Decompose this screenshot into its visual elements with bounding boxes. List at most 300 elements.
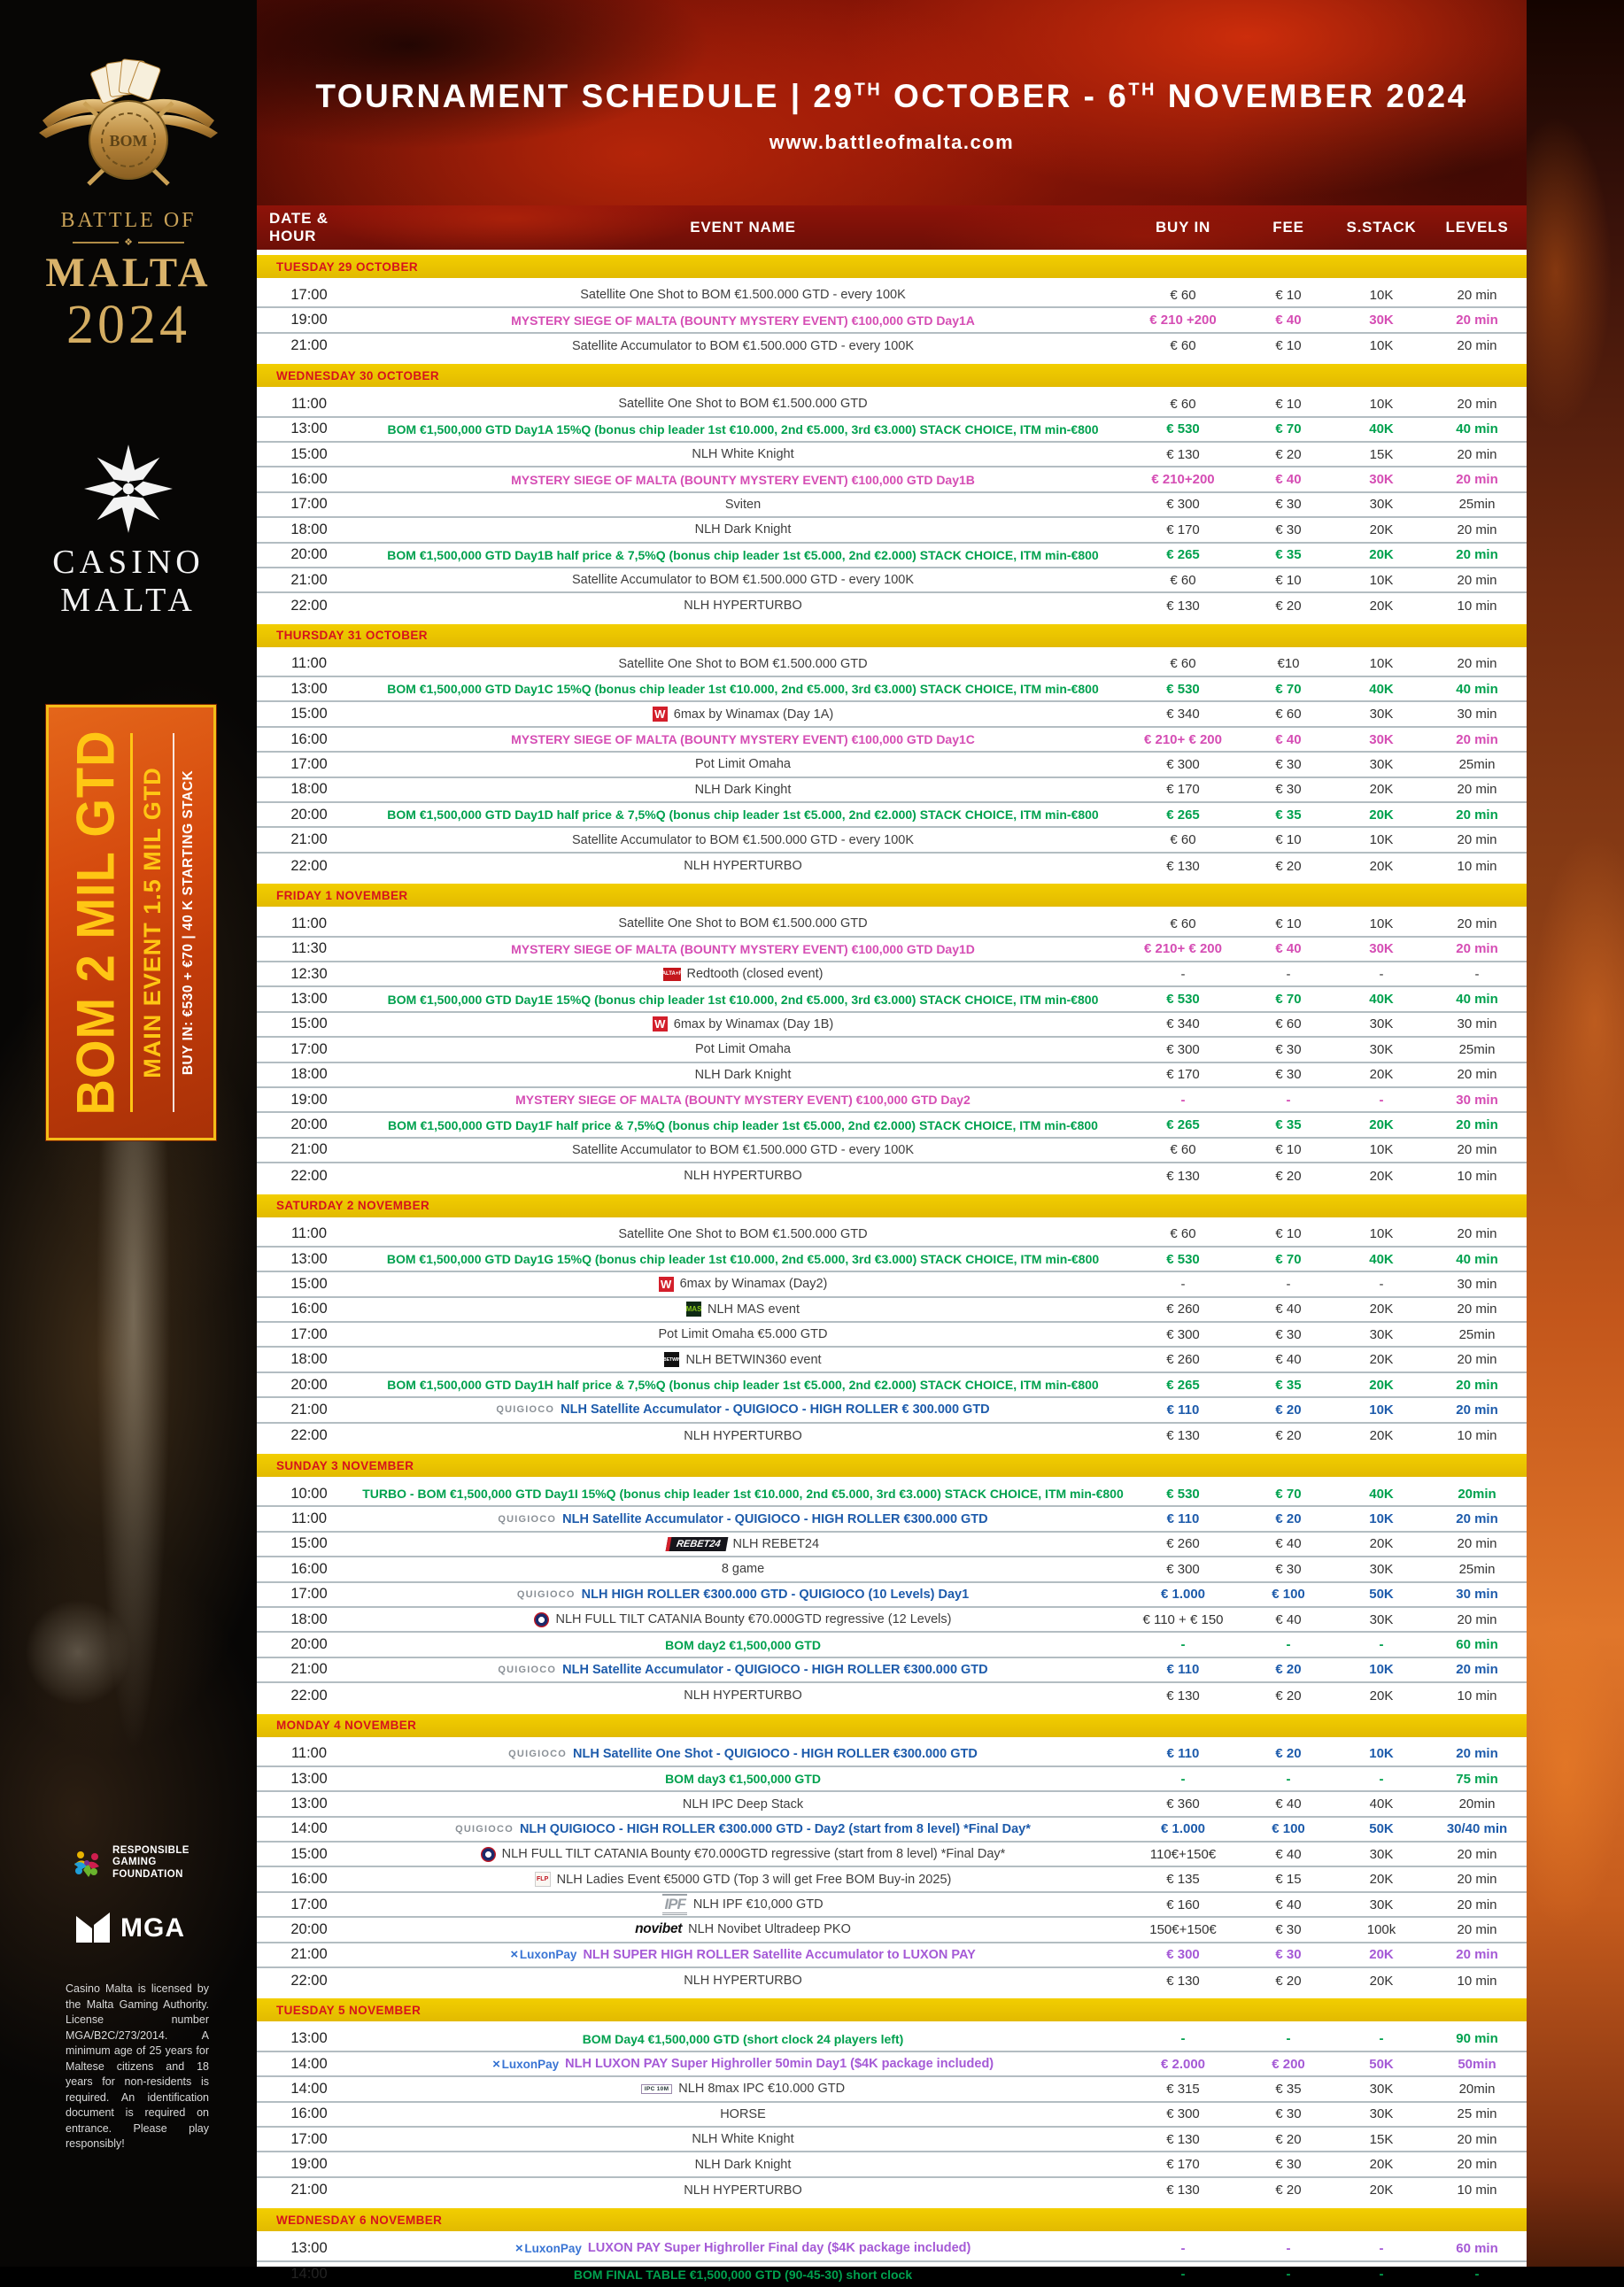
row-levels: 20 min [1457, 338, 1497, 354]
row-fee: € 30 [1275, 1921, 1302, 1937]
row-stack: 20K [1369, 1377, 1394, 1393]
row-buyin: € 110 [1166, 1746, 1200, 1762]
row-time: 21:00 [290, 337, 328, 354]
row-levels: - [1474, 2267, 1480, 2283]
event-name: NLH Novibet Ultradeep PKO [688, 1922, 851, 1937]
table-row [257, 1742, 1527, 1767]
row-levels: 30 min [1456, 1092, 1498, 1108]
row-stack: 50K [1369, 1821, 1394, 1837]
row-time: 18:00 [290, 1066, 328, 1083]
rgf-line1: RESPONSIBLE [112, 1845, 189, 1857]
row-fee: - [1286, 1771, 1291, 1787]
row-buyin: € 170 [1166, 2157, 1200, 2173]
mga-authority [73, 1911, 185, 1946]
row-stack: - [1379, 2031, 1384, 2047]
row-buyin: € 135 [1166, 1872, 1200, 1888]
luxonpay-logo: × LuxonPay [515, 2241, 582, 2256]
row-levels: 10 min [1457, 858, 1497, 874]
row-event [361, 1143, 1125, 1157]
row-stack: 20K [1369, 598, 1394, 614]
row-levels: 20 min [1457, 1921, 1497, 1937]
row-levels: 20min [1458, 1486, 1496, 1502]
section-rows [257, 1482, 1527, 1709]
row-buyin: € 130 [1166, 858, 1200, 874]
row-buyin: - [1180, 2031, 1186, 2047]
row-buyin: € 265 [1166, 1117, 1200, 1133]
casino-line1: CASINO [52, 544, 205, 581]
row-event [361, 2132, 1125, 2146]
row-event [361, 1638, 1125, 1652]
row-buyin: € 130 [1166, 1973, 1200, 1989]
row-time: 20:00 [290, 1920, 328, 1937]
row-event [361, 2183, 1125, 2198]
row-stack: 30K [1369, 756, 1394, 772]
table-row [257, 1424, 1527, 1449]
row-event [361, 1068, 1125, 1082]
event-name: Satellite One Shot to BOM €1.500.000 GTD [618, 656, 868, 671]
row-time: 19:00 [290, 2156, 328, 2173]
row-levels: 20 min [1457, 832, 1497, 848]
table-row [257, 1013, 1527, 1038]
row-buyin: € 210+200 [1151, 472, 1215, 488]
row-fee: € 70 [1275, 421, 1302, 437]
fire-strip-decoration [1527, 0, 1624, 2267]
row-event [361, 1169, 1125, 1183]
row-fee: - [1286, 966, 1291, 982]
row-buyin: € 1.000 [1160, 1821, 1206, 1837]
row-fee: € 35 [1275, 547, 1302, 563]
row-buyin: € 110 [1166, 1511, 1200, 1527]
table-row [257, 1893, 1527, 1918]
table-row [257, 308, 1527, 333]
event-name: NLH HYPERTURBO [684, 1169, 802, 1184]
row-levels: 20 min [1457, 656, 1497, 672]
row-time: 13:00 [290, 421, 328, 437]
row-stack: 100k [1366, 1921, 1396, 1937]
section-rows [257, 912, 1527, 1188]
row-time: 20:00 [290, 1376, 328, 1393]
section-rows [257, 653, 1527, 879]
row-stack: 20K [1369, 1067, 1394, 1083]
table-row [257, 1608, 1527, 1633]
row-time: 12:30 [290, 965, 328, 982]
row-stack: 10K [1369, 396, 1394, 412]
column-header [257, 205, 1527, 250]
row-levels: 10 min [1457, 1688, 1497, 1704]
row-buyin: € 170 [1166, 1067, 1200, 1083]
row-stack: 20K [1369, 1872, 1394, 1888]
row-levels: 40 min [1456, 681, 1498, 697]
event-name: 6max by Winamax (Day 1A) [673, 707, 834, 722]
row-stack: 20K [1369, 1428, 1394, 1444]
luxonpay-logo: × LuxonPay [510, 1947, 576, 1962]
row-time: 21:00 [290, 1141, 328, 1158]
row-time: 16:00 [290, 471, 328, 488]
event-name: BOM day3 €1,500,000 GTD [665, 1772, 821, 1787]
table-row [257, 1298, 1527, 1323]
row-levels: 20 min [1457, 1067, 1497, 1083]
section-rows [257, 1223, 1527, 1449]
table-row [257, 938, 1527, 962]
col-buy-in: BUY IN [1155, 219, 1211, 236]
row-stack: 10K [1369, 1226, 1394, 1242]
event-name: Satellite One Shot to BOM €1.500.000 GTD [618, 1226, 868, 1241]
main-event-banner [46, 705, 216, 1140]
row-event [361, 1118, 1125, 1132]
table-row [257, 2262, 1527, 2287]
row-fee: € 20 [1275, 598, 1302, 614]
event-name: NLH HYPERTURBO [684, 1688, 802, 1704]
row-levels: 20 min [1457, 396, 1497, 412]
row-fee: € 30 [1275, 1326, 1302, 1342]
row-event [361, 807, 1125, 822]
table-row [257, 1943, 1527, 1968]
novibet-logo: novibet [635, 1921, 683, 1937]
event-name: Satellite Accumulator to BOM €1.500.000 GTD - every 100K [571, 832, 915, 847]
row-levels: 20 min [1457, 446, 1497, 462]
row-buyin: € 170 [1166, 782, 1200, 798]
sword-hilt-decoration [25, 1599, 131, 1705]
event-name: Pot Limit Omaha [695, 1042, 791, 1057]
quigioco-logo: QUIGIOCO [498, 1664, 557, 1675]
section-rows [257, 2027, 1527, 2203]
row-fee: € 10 [1275, 572, 1302, 588]
event-name: TURBO - BOM €1,500,000 GTD Day1I 15%Q (bonus chip leader 1st €10.000, 2nd €5.000, 3rd €3.000) STACK CHOICE, ITM min-€800 [362, 1487, 1124, 1502]
row-event [361, 2057, 1125, 2072]
row-fee: € 30 [1275, 756, 1302, 772]
row-levels: 20 min [1457, 782, 1497, 798]
row-time: 17:00 [290, 2130, 328, 2147]
row-event [361, 783, 1125, 797]
banner-headline: BOM 2 MIL GTD [64, 730, 126, 1116]
row-time: 11:00 [290, 395, 328, 412]
row-event [361, 422, 1125, 437]
event-name: BOM €1,500,000 GTD Day1E 15%Q (bonus chip leader 1st €10.000, 2nd €5.000, 3rd €3.000) STACK CHOICE, ITM min-€800 [387, 992, 1099, 1007]
row-stack: 10K [1369, 1402, 1394, 1418]
row-stack: 20K [1369, 782, 1394, 798]
event-name: BOM €1,500,000 GTD Day1D half price & 7,5%Q (bonus chip leader 1st €5.000, 2nd €2.000) STACK CHOICE, ITM min-€800 [387, 807, 1099, 823]
row-event [361, 1487, 1125, 1501]
row-levels: 20 min [1457, 1611, 1497, 1627]
row-event [361, 1016, 1125, 1031]
row-buyin: € 530 [1166, 421, 1200, 437]
row-time: 11:00 [290, 1225, 328, 1242]
row-event [361, 1302, 1125, 1317]
row-fee: € 100 [1272, 1821, 1305, 1837]
row-fee: € 35 [1275, 807, 1302, 823]
row-fee: € 30 [1275, 522, 1302, 537]
schedule-section [257, 884, 1527, 1188]
row-event [361, 447, 1125, 461]
row-event [361, 2082, 1125, 2096]
row-time: 17:00 [290, 496, 328, 513]
table-row [257, 1063, 1527, 1088]
event-name: NLH HYPERTURBO [684, 1974, 802, 1989]
row-time: 13:00 [290, 680, 328, 697]
brand-malta: MALTA [45, 250, 212, 296]
row-levels: 25min [1458, 1326, 1496, 1342]
table-row [257, 1373, 1527, 1398]
row-fee: € 20 [1275, 1511, 1302, 1527]
row-event [361, 2032, 1125, 2046]
row-time: 15:00 [290, 445, 328, 462]
row-fee: € 30 [1275, 1561, 1302, 1577]
row-buyin: € 265 [1166, 807, 1200, 823]
table-row [257, 2052, 1527, 2077]
table-row [257, 653, 1527, 677]
row-event [361, 1872, 1125, 1887]
table-row [257, 283, 1527, 308]
event-name: NLH Dark Knight [694, 522, 792, 537]
event-name: Satellite One Shot to BOM €1.500.000 GTD [618, 397, 868, 412]
row-time: 22:00 [290, 1972, 328, 1989]
row-stack: 15K [1369, 446, 1394, 462]
row-time: 22:00 [290, 597, 328, 614]
row-fee: € 30 [1275, 782, 1302, 798]
event-name: NLH Dark Kinght [694, 782, 792, 797]
table-row [257, 467, 1527, 492]
row-event [361, 1429, 1125, 1443]
table-row [257, 334, 1527, 359]
row-levels: 60 min [1456, 1637, 1498, 1653]
row-time: 16:00 [290, 1871, 328, 1888]
mga-logo-icon [73, 1911, 113, 1946]
row-levels: 20 min [1456, 731, 1498, 747]
row-buyin: 150€+150€ [1149, 1921, 1217, 1937]
row-stack: 20K [1369, 2183, 1394, 2198]
table-row [257, 753, 1527, 777]
row-event [361, 1277, 1125, 1292]
luxonpay-logo: × LuxonPay [492, 2057, 559, 2072]
row-buyin: € 130 [1166, 446, 1200, 462]
row-time: 21:00 [290, 1401, 328, 1418]
row-buyin: € 260 [1166, 1302, 1200, 1317]
betwin360-logo: BETWIN [664, 1352, 679, 1367]
row-fee: €10 [1277, 656, 1300, 672]
row-buyin: - [1180, 2267, 1186, 2283]
row-event [361, 599, 1125, 613]
row-stack: 30K [1369, 1016, 1394, 1032]
table-row [257, 1583, 1527, 1608]
row-event [361, 967, 1125, 981]
row-stack: - [1379, 966, 1384, 982]
row-time: 15:00 [290, 1275, 328, 1292]
row-fee: € 30 [1275, 2106, 1302, 2122]
event-name: 6max by Winamax (Day 1B) [673, 1016, 834, 1031]
row-stack: 40K [1369, 681, 1394, 697]
row-stack: - [1379, 1771, 1384, 1787]
row-fee: € 10 [1275, 1226, 1302, 1242]
row-time: 18:00 [290, 781, 328, 798]
row-levels: 40 min [1456, 1251, 1498, 1267]
row-time: 13:00 [290, 1796, 328, 1812]
row-event [361, 1797, 1125, 1812]
row-stack: 40K [1369, 421, 1394, 437]
row-event [361, 1093, 1125, 1107]
banner-divider-2 [173, 733, 174, 1112]
event-name: NLH QUIGIOCO - HIGH ROLLER €300.000 GTD - Day2 (start from 8 level) *Final Day* [519, 1821, 1031, 1836]
row-buyin: € 530 [1166, 992, 1200, 1008]
table-row [257, 1163, 1527, 1188]
table-row [257, 1683, 1527, 1708]
mga-label: MGA [120, 1913, 185, 1943]
event-name: NLH SUPER HIGH ROLLER Satellite Accumulator to LUXON PAY [583, 1947, 976, 1962]
date-section-header: FRIDAY 1 NOVEMBER [257, 884, 1527, 907]
row-fee: € 40 [1275, 1796, 1302, 1812]
page-title: TOURNAMENT SCHEDULE | 29TH OCTOBER - 6TH NOVEMBER 2024 [315, 78, 1468, 114]
row-fee: € 20 [1275, 1662, 1302, 1678]
row-time: 21:00 [290, 2182, 328, 2198]
row-event [361, 1327, 1125, 1341]
row-event [361, 757, 1125, 771]
table-row [257, 803, 1527, 828]
row-fee: € 30 [1275, 1947, 1302, 1963]
event-name: MYSTERY SIEGE OF MALTA (BOUNTY MYSTERY EVENT) €100,000 GTD Day1A [511, 313, 975, 328]
row-time: 13:00 [290, 1770, 328, 1787]
row-time: 11:00 [290, 655, 328, 672]
date-section-header: TUESDAY 5 NOVEMBER [257, 1998, 1527, 2021]
row-levels: 30 min [1457, 707, 1497, 722]
row-buyin: € 300 [1166, 1326, 1200, 1342]
row-time: 22:00 [290, 857, 328, 874]
row-event [361, 732, 1125, 746]
quigioco-logo: QUIGIOCO [516, 1588, 576, 1600]
row-buyin: € 210+ € 200 [1143, 941, 1222, 957]
row-fee: € 20 [1275, 1746, 1302, 1762]
row-time: 19:00 [290, 1091, 328, 1108]
event-name: MYSTERY SIEGE OF MALTA (BOUNTY MYSTERY EVENT) €100,000 GTD Day1C [511, 732, 975, 747]
row-fee: € 40 [1275, 472, 1302, 488]
row-levels: 40 min [1456, 421, 1498, 437]
table-row [257, 1918, 1527, 1943]
row-fee: € 200 [1272, 2056, 1305, 2072]
table-row [257, 1557, 1527, 1582]
table-row [257, 854, 1527, 878]
date-section-header: TUESDAY 29 OCTOBER [257, 255, 1527, 278]
row-buyin: € 1.000 [1160, 1587, 1206, 1603]
table-row [257, 2103, 1527, 2128]
row-buyin: € 110 [1166, 1662, 1200, 1678]
row-event [361, 1512, 1125, 1526]
row-levels: 30 min [1457, 1016, 1497, 1032]
row-fee: € 30 [1275, 1067, 1302, 1083]
row-event [361, 1974, 1125, 1988]
row-time: 14:00 [290, 2266, 328, 2283]
row-buyin: € 60 [1170, 656, 1196, 672]
event-name: MYSTERY SIEGE OF MALTA (BOUNTY MYSTERY EVENT) €100,000 GTD Day2 [515, 1093, 971, 1108]
row-buyin: € 260 [1166, 1352, 1200, 1368]
row-levels: 20 min [1456, 1662, 1498, 1678]
row-levels: 20 min [1456, 1402, 1498, 1418]
row-levels: 75 min [1456, 1771, 1498, 1787]
row-time: 16:00 [290, 1301, 328, 1317]
table-row [257, 443, 1527, 467]
row-levels: 10 min [1457, 598, 1497, 614]
fulltilt-logo [534, 1612, 549, 1627]
event-name: NLH REBET24 [732, 1536, 820, 1551]
event-name: Pot Limit Omaha [695, 757, 791, 772]
event-name: NLH White Knight [692, 2132, 794, 2147]
event-name: BOM €1,500,000 GTD Day1A 15%Q (bonus chip leader 1st €10.000, 2nd €5.000, 3rd €3.000) STACK CHOICE, ITM min-€800 [387, 421, 1099, 437]
row-levels: 20 min [1456, 1746, 1498, 1762]
table-row [257, 1818, 1527, 1843]
row-stack: 40K [1369, 1486, 1394, 1502]
row-buyin: € 60 [1170, 572, 1196, 588]
row-time: 15:00 [290, 1535, 328, 1552]
row-time: 17:00 [290, 1325, 328, 1342]
row-stack: - [1379, 2240, 1384, 2256]
row-fee: € 40 [1275, 1897, 1302, 1912]
row-buyin: € 60 [1170, 1226, 1196, 1242]
row-stack: 30K [1369, 731, 1394, 747]
row-buyin: - [1180, 1771, 1186, 1787]
event-name: NLH White Knight [692, 447, 794, 462]
row-time: 17:00 [290, 286, 328, 303]
date-section-header: WEDNESDAY 30 OCTOBER [257, 364, 1527, 387]
row-levels: 25 min [1457, 2106, 1497, 2122]
row-stack: 30K [1369, 1326, 1394, 1342]
row-fee: € 20 [1275, 1428, 1302, 1444]
event-name: NLH HIGH ROLLER €300.000 GTD - QUIGIOCO (10 Levels) Day1 [581, 1587, 970, 1602]
row-levels: - [1474, 966, 1480, 982]
row-event [361, 707, 1125, 722]
row-fee: € 20 [1275, 858, 1302, 874]
col-event-name: EVENT NAME [690, 219, 796, 236]
row-buyin: € 300 [1166, 756, 1200, 772]
table-row [257, 544, 1527, 568]
table-row [257, 828, 1527, 853]
row-time: 13:00 [290, 2030, 328, 2047]
row-time: 17:00 [290, 755, 328, 772]
banner-buyin-details: BUY IN: €530 + €70 | 40 K STARTING STACK [180, 769, 196, 1076]
row-time: 15:00 [290, 1845, 328, 1862]
col-date-hour: DATE & HOUR [269, 210, 329, 244]
row-stack: 30K [1369, 1041, 1394, 1057]
row-time: 22:00 [290, 1427, 328, 1444]
row-fee: € 70 [1275, 1486, 1302, 1502]
row-buyin: € 130 [1166, 1428, 1200, 1444]
event-name: NLH Satellite Accumulator - QUIGIOCO - HIGH ROLLER € 300.000 GTD [561, 1402, 990, 1418]
row-event [361, 339, 1125, 353]
sidebar [0, 0, 257, 2267]
row-stack: 30K [1369, 1611, 1394, 1627]
row-fee: € 20 [1275, 1402, 1302, 1418]
table-row [257, 1088, 1527, 1113]
row-time: 10:00 [290, 1485, 328, 1502]
row-time: 14:00 [290, 2080, 328, 2097]
row-buyin: € 315 [1166, 2081, 1200, 2097]
row-levels: 40 min [1456, 992, 1498, 1008]
schedule-section [257, 364, 1527, 619]
row-levels: 20 min [1457, 522, 1497, 537]
event-name: LUXON PAY Super Highroller Final day ($4K package included) [587, 2241, 971, 2256]
row-buyin: - [1180, 2240, 1186, 2256]
row-buyin: € 60 [1170, 396, 1196, 412]
date-section-header: SATURDAY 2 NOVEMBER [257, 1194, 1527, 1217]
row-stack: 30K [1369, 1846, 1394, 1862]
event-name: BOM Day4 €1,500,000 GTD (short clock 24 players left) [582, 2031, 904, 2046]
schedule-section [257, 1454, 1527, 1709]
row-stack: 10K [1369, 1142, 1394, 1158]
row-event [361, 682, 1125, 696]
row-levels: 20 min [1457, 572, 1497, 588]
row-levels: 20 min [1456, 1117, 1498, 1133]
table-row [257, 1348, 1527, 1372]
event-name: NLH LUXON PAY Super Highroller 50min Day1 ($4K package included) [565, 2057, 994, 2072]
row-time: 13:00 [290, 2239, 328, 2256]
table-row [257, 2237, 1527, 2261]
col-fee: FEE [1272, 219, 1304, 236]
